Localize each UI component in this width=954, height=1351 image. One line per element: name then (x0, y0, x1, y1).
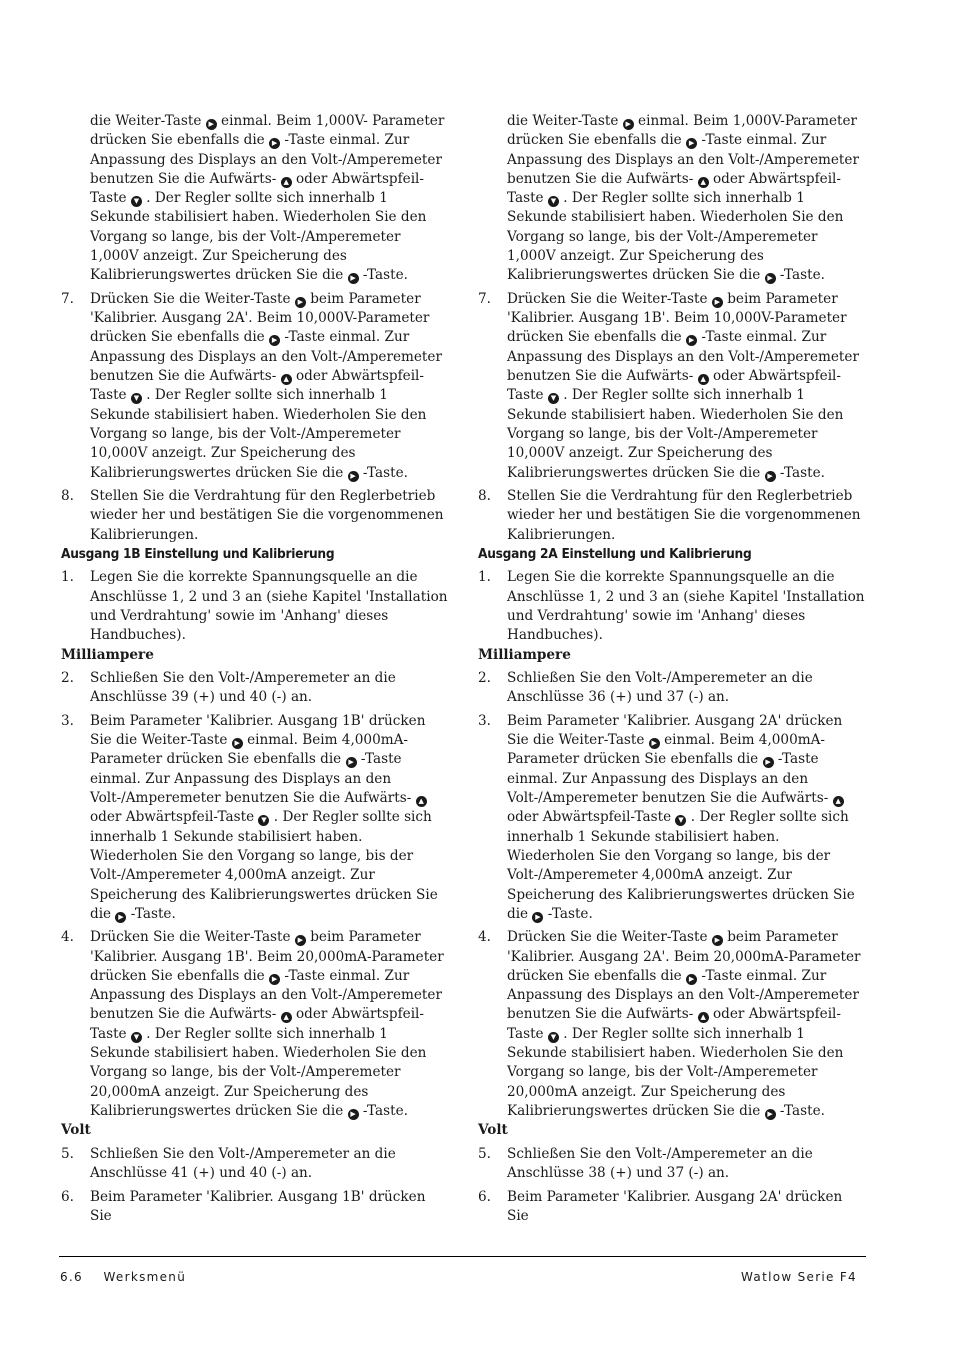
footer-page-section (60, 1270, 186, 1284)
list-item: 5. Schließen Sie den Volt-/Amperemeter an die Anschlüsse 41 (+) und 40 (-) an. (61, 1145, 396, 1182)
next-key-icon: ▶ (686, 974, 697, 985)
next-key-icon: ▶ (763, 757, 774, 768)
subheading-volt: Volt (478, 1122, 508, 1139)
next-key-icon: ▶ (348, 273, 359, 284)
list-item: 1. Legen Sie die korrekte Spannungsquelle an die Anschlüsse 1, 2 und 3 an (siehe Kapitel 'Installation und Verdrahtung' sowie im 'Anhang' dieses Handbuches). (61, 569, 448, 644)
up-arrow-key-icon: ▲ (698, 177, 709, 188)
continued-paragraph: die Weiter-Taste ▶ einmal. Beim 1,000V-Parameter drücken Sie ebenfalls die ▶ -Taste einmal. Zur Anpassung des Displays an den Volt-/Amperemeter benutzen Sie die Aufwärts- ▲ oder Abwärtspfeil-Taste ▼ . Der Regler sollte sich innerhalb 1 Sekunde stabilisiert haben. Wiederholen Sie den Vorgang so lange, bis der Volt-/Amperemeter 1,000V anzeigt. Zur Speicherung des Kalibrierungswertes drücken Sie die ▶ -Taste. (507, 113, 859, 284)
continued-paragraph: die Weiter-Taste ▶ einmal. Beim 1,000V- Parameter drücken Sie ebenfalls die ▶ -Taste einmal. Zur Anpassung des Displays an den Volt-/Amperemeter benutzen Sie die Aufwärts- ▲ oder Abwärtspfeil-Taste ▼ . Der Regler sollte sich innerhalb 1 Sekunde stabilisiert haben. Wiederholen Sie den Vorgang so lange, bis der Volt-/Amperemeter 1,000V anzeigt. Zur Speicherung des Kalibrierungswertes drücken Sie die ▶ -Taste. (90, 113, 445, 284)
down-arrow-key-icon: ▼ (131, 1032, 142, 1043)
next-key-icon: ▶ (623, 119, 634, 130)
next-key-icon: ▶ (712, 935, 723, 946)
section-name: Werksmenü (103, 1270, 187, 1284)
up-arrow-key-icon: ▲ (698, 1012, 709, 1023)
down-arrow-key-icon: ▼ (258, 815, 269, 826)
list-item: 3. Beim Parameter 'Kalibrier. Ausgang 2A' drücken Sie die Weiter-Taste ▶ einmal. Beim 4,000mA-Parameter drücken Sie ebenfalls die ▶ -Taste einmal. Zur Anpassung des Displays an den Volt-/Amperemeter benutzen Sie die Aufwärts- ▲ oder Abwärtspfeil-Taste ▼ . Der Regler sollte sich innerhalb 1 Sekunde stabilisiert haben. Wiederholen Sie den Vorgang so lange, bis der Volt-/Amperemeter 4,000mA anzeigt. Zur Speicherung des Kalibrierungswertes drücken Sie die ▶ -Taste. (478, 712, 855, 922)
list-item: 7. Drücken Sie die Weiter-Taste ▶ beim Parameter 'Kalibrier. Ausgang 1B'. Beim 10,000V-Parameter drücken Sie ebenfalls die ▶ -Taste einmal. Zur Anpassung des Displays an den Volt-/Amperemeter benutzen Sie die Aufwärts- ▲ oder Abwärtspfeil-Taste ▼ . Der Regler sollte sich innerhalb 1 Sekunde stabilisiert haben. Wiederholen Sie den Vorgang so lange, bis der Volt-/Amperemeter 10,000V anzeigt. Zur Speicherung des Kalibrierungswertes drücken Sie die ▶ -Taste. (478, 290, 859, 481)
down-arrow-key-icon: ▼ (131, 196, 142, 207)
down-arrow-key-icon: ▼ (548, 1032, 559, 1043)
next-key-icon: ▶ (232, 738, 243, 749)
next-key-icon: ▶ (346, 757, 357, 768)
down-arrow-key-icon: ▼ (131, 393, 142, 404)
next-key-icon: ▶ (348, 471, 359, 482)
next-key-icon: ▶ (348, 1109, 359, 1120)
list-item: 7. Drücken Sie die Weiter-Taste ▶ beim Parameter 'Kalibrier. Ausgang 2A'. Beim 10,000V-Parameter drücken Sie ebenfalls die ▶ -Taste einmal. Zur Anpassung des Displays an den Volt-/Amperemeter benutzen Sie die Aufwärts- ▲ oder Abwärtspfeil-Taste ▼ . Der Regler sollte sich innerhalb 1 Sekunde stabilisiert haben. Wiederholen Sie den Vorgang so lange, bis der Volt-/Amperemeter 10,000V anzeigt. Zur Speicherung des Kalibrierungswertes drücken Sie die ▶ -Taste. (61, 290, 442, 481)
next-key-icon: ▶ (295, 935, 306, 946)
next-key-icon: ▶ (532, 912, 543, 923)
page-number: 6.6 (60, 1270, 83, 1284)
next-key-icon: ▶ (686, 138, 697, 149)
right-column (478, 112, 868, 1226)
list-item: 3. Beim Parameter 'Kalibrier. Ausgang 1B' drücken Sie die Weiter-Taste ▶ einmal. Beim 4,000mA-Parameter drücken Sie ebenfalls die ▶ -Taste einmal. Zur Anpassung des Displays an den Volt-/Amperemeter benutzen Sie die Aufwärts- ▲ oder Abwärtspfeil-Taste ▼ . Der Regler sollte sich innerhalb 1 Sekunde stabilisiert haben. Wiederholen Sie den Vorgang so lange, bis der Volt-/Amperemeter 4,000mA anzeigt. Zur Speicherung des Kalibrierungswertes drücken Sie die ▶ -Taste. (61, 712, 438, 922)
footer-product: Watlow Serie F4 (741, 1270, 857, 1284)
next-key-icon: ▶ (765, 471, 776, 482)
next-key-icon: ▶ (765, 1109, 776, 1120)
section-heading: Ausgang 2A Einstellung und Kalibrierung (478, 545, 752, 562)
left-column (61, 112, 451, 1226)
down-arrow-key-icon: ▼ (675, 815, 686, 826)
list-item: 4. Drücken Sie die Weiter-Taste ▶ beim Parameter 'Kalibrier. Ausgang 2A'. Beim 20,000mA-Parameter drücken Sie ebenfalls die ▶ -Taste einmal. Zur Anpassung des Displays an den Volt-/Amperemeter benutzen Sie die Aufwärts- ▲ oder Abwärtspfeil-Taste ▼ . Der Regler sollte sich innerhalb 1 Sekunde stabilisiert haben. Wiederholen Sie den Vorgang so lange, bis der Volt-/Amperemeter 20,000mA anzeigt. Zur Speicherung des Kalibrierungswertes drücken Sie die ▶ -Taste. (478, 929, 861, 1119)
list-item: 2. Schließen Sie den Volt-/Amperemeter an die Anschlüsse 36 (+) und 37 (-) an. (478, 670, 813, 706)
list-item: 5. Schließen Sie den Volt-/Amperemeter an die Anschlüsse 38 (+) und 37 (-) an. (478, 1145, 813, 1182)
up-arrow-key-icon: ▲ (833, 796, 844, 807)
next-key-icon: ▶ (712, 297, 723, 308)
list-item: 4. Drücken Sie die Weiter-Taste ▶ beim Parameter 'Kalibrier. Ausgang 1B'. Beim 20,000mA-Parameter drücken Sie ebenfalls die ▶ -Taste einmal. Zur Anpassung des Displays an den Volt-/Amperemeter benutzen Sie die Aufwärts- ▲ oder Abwärtspfeil-Taste ▼ . Der Regler sollte sich innerhalb 1 Sekunde stabilisiert haben. Wiederholen Sie den Vorgang so lange, bis der Volt-/Amperemeter 20,000mA anzeigt. Zur Speicherung des Kalibrierungswertes drücken Sie die ▶ -Taste. (61, 929, 444, 1119)
up-arrow-key-icon: ▲ (281, 1012, 292, 1023)
up-arrow-key-icon: ▲ (698, 374, 709, 385)
footer-divider (59, 1256, 866, 1257)
up-arrow-key-icon: ▲ (281, 374, 292, 385)
next-key-icon: ▶ (765, 273, 776, 284)
subheading-milliampere: Milliampere (61, 646, 154, 663)
list-item: 2. Schließen Sie den Volt-/Amperemeter an die Anschlüsse 39 (+) und 40 (-) an. (61, 670, 396, 706)
subheading-milliampere: Milliampere (478, 646, 571, 663)
next-key-icon: ▶ (649, 738, 660, 749)
list-item: 6. Beim Parameter 'Kalibrier. Ausgang 2A' drücken Sie (478, 1188, 843, 1224)
next-key-icon: ▶ (269, 138, 280, 149)
list-item: 1. Legen Sie die korrekte Spannungsquelle an die Anschlüsse 1, 2 und 3 an (siehe Kapitel 'Installation und Verdrahtung' sowie im 'Anhang' dieses Handbuches). (478, 569, 865, 644)
next-key-icon: ▶ (206, 119, 217, 130)
list-item: 8. Stellen Sie die Verdrahtung für den Reglerbetrieb wieder her und bestätigen Sie die vorgenommenen Kalibrierungen. (61, 488, 444, 543)
up-arrow-key-icon: ▲ (416, 796, 427, 807)
list-item: 8. Stellen Sie die Verdrahtung für den Reglerbetrieb wieder her und bestätigen Sie die vorgenommenen Kalibrierungen. (478, 488, 861, 543)
next-key-icon: ▶ (115, 912, 126, 923)
subheading-volt: Volt (61, 1122, 91, 1139)
list-item: 6. Beim Parameter 'Kalibrier. Ausgang 1B' drücken Sie (61, 1188, 426, 1224)
down-arrow-key-icon: ▼ (548, 393, 559, 404)
next-key-icon: ▶ (295, 297, 306, 308)
next-key-icon: ▶ (269, 974, 280, 985)
next-key-icon: ▶ (686, 335, 697, 346)
next-key-icon: ▶ (269, 335, 280, 346)
up-arrow-key-icon: ▲ (281, 177, 292, 188)
section-heading: Ausgang 1B Einstellung und Kalibrierung (61, 545, 335, 562)
down-arrow-key-icon: ▼ (548, 196, 559, 207)
